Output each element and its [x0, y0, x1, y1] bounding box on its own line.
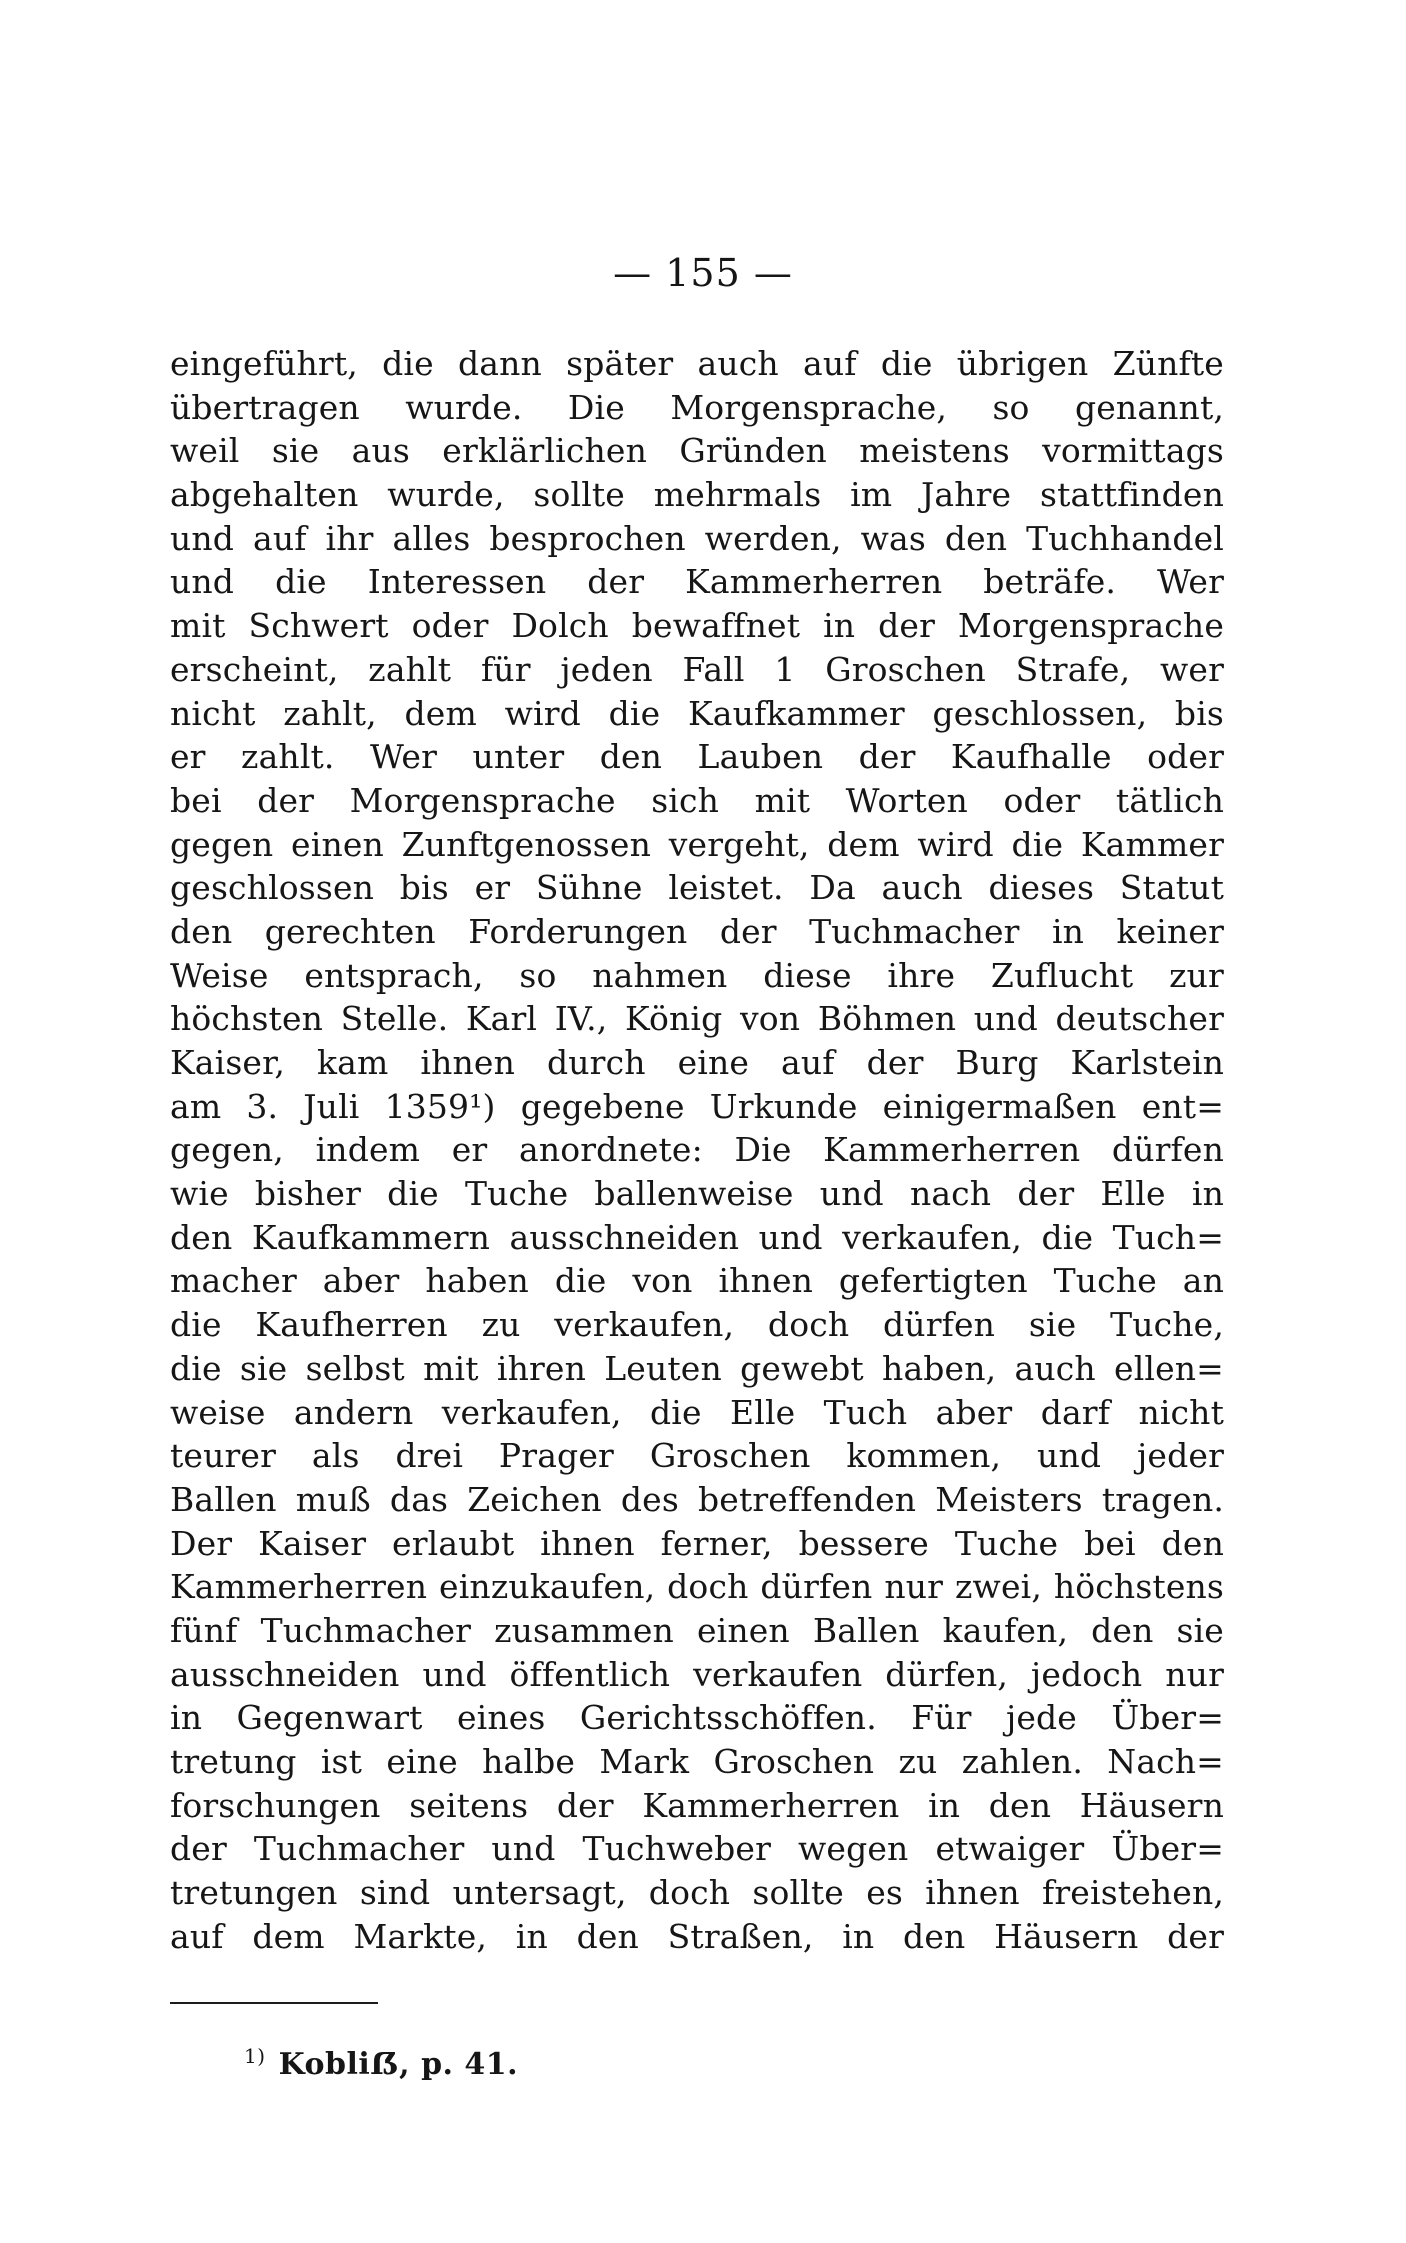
text-line: gegen einen Zunftgenossen vergeht, dem wird die Kammer: [170, 824, 1224, 864]
text-line: die Kaufherren zu verkaufen, doch dürfen sie Tuche,: [170, 1305, 1224, 1345]
text-line: erscheint, zahlt für jeden Fall 1 Groschen Strafe, wer: [170, 649, 1224, 689]
text-line: eingeführt, die dann später auch auf die übrigen Zünfte: [170, 344, 1224, 383]
text-line: der Tuchmacher und Tuchweber wegen etwaiger Über=: [170, 1829, 1224, 1869]
text-line: Weise entsprach, so nahmen diese ihre Zuflucht zur: [170, 955, 1224, 995]
footnote-marker: 1): [244, 2044, 266, 2068]
text-line: und auf ihr alles besprochen werden, was den Tuchhandel: [170, 518, 1224, 558]
text-line: höchsten Stelle. Karl IV., König von Böhmen und deutscher: [170, 999, 1224, 1039]
text-line: auf dem Markte, in den Straßen, in den Häusern der: [170, 1916, 1224, 1956]
text-line: Kammerherren einzukaufen, doch dürfen nur zwei, höchstens: [170, 1567, 1224, 1607]
text-line: tretung ist eine halbe Mark Groschen zu zahlen. Nach=: [170, 1742, 1224, 1781]
page-number: — 155 —: [613, 251, 793, 295]
body-text: [170, 342, 1224, 1958]
text-line: bei der Morgensprache sich mit Worten oder tätlich: [170, 780, 1224, 820]
text-line: den Kaufkammern ausschneiden und verkaufen, die Tuch=: [170, 1217, 1224, 1257]
text-line: wie bisher die Tuche ballenweise und nach der Elle in: [170, 1174, 1224, 1214]
text-line: Der Kaiser erlaubt ihnen ferner, bessere Tuche bei den: [170, 1523, 1224, 1563]
text-line: geschlossen bis er Sühne leistet. Da auch dieses Statut: [170, 868, 1224, 908]
text-line: abgehalten wurde, sollte mehrmals im Jahre stattfinden: [170, 475, 1224, 515]
text-line: Ballen muß das Zeichen des betreffenden Meisters tragen.: [170, 1479, 1224, 1519]
text-line: ausschneiden und öffentlich verkaufen dürfen, jedoch nur: [170, 1654, 1224, 1694]
text-line: forschungen seitens der Kammerherren in den Häusern: [170, 1785, 1224, 1825]
footnote-divider: [170, 2002, 378, 2004]
text-line: und die Interessen der Kammerherren beträfe. Wer: [170, 562, 1224, 602]
text-line: weil sie aus erklärlichen Gründen meistens vormittags: [170, 431, 1224, 471]
text-line: tretungen sind untersagt, doch sollte es ihnen freistehen,: [170, 1873, 1224, 1913]
footnote: [244, 2034, 518, 2087]
text-line: weise andern verkaufen, die Elle Tuch aber darf nicht: [170, 1392, 1224, 1432]
text-line: nicht zahlt, dem wird die Kaufkammer geschlossen, bis: [170, 693, 1224, 733]
text-line: am 3. Juli 1359¹) gegebene Urkunde einigermaßen ent=: [170, 1086, 1224, 1126]
text-line: gegen, indem er anordnete: Die Kammerherren dürfen: [170, 1130, 1224, 1170]
text-line: macher aber haben die von ihnen gefertigten Tuche an: [170, 1261, 1224, 1301]
text-line: in Gegenwart eines Gerichtsschöffen. Für jede Über=: [170, 1698, 1224, 1738]
text-line: übertragen wurde. Die Morgensprache, so genannt,: [170, 387, 1224, 427]
text-line: den gerechten Forderungen der Tuchmacher in keiner: [170, 911, 1224, 951]
footnote-text: Kobliẞ, p. 41.: [278, 2047, 519, 2082]
text-line: die sie selbst mit ihren Leuten gewebt haben, auch ellen=: [170, 1348, 1224, 1388]
text-line: teurer als drei Prager Groschen kommen, und jeder: [170, 1436, 1224, 1476]
text-line: er zahlt. Wer unter den Lauben der Kaufhalle oder: [170, 737, 1224, 777]
text-line: mit Schwert oder Dolch bewaffnet in der Morgensprache: [170, 606, 1224, 646]
text-line: Kaiser, kam ihnen durch eine auf der Burg Karlstein: [170, 1043, 1224, 1082]
text-line: fünf Tuchmacher zusammen einen Ballen kaufen, den sie: [170, 1610, 1224, 1650]
